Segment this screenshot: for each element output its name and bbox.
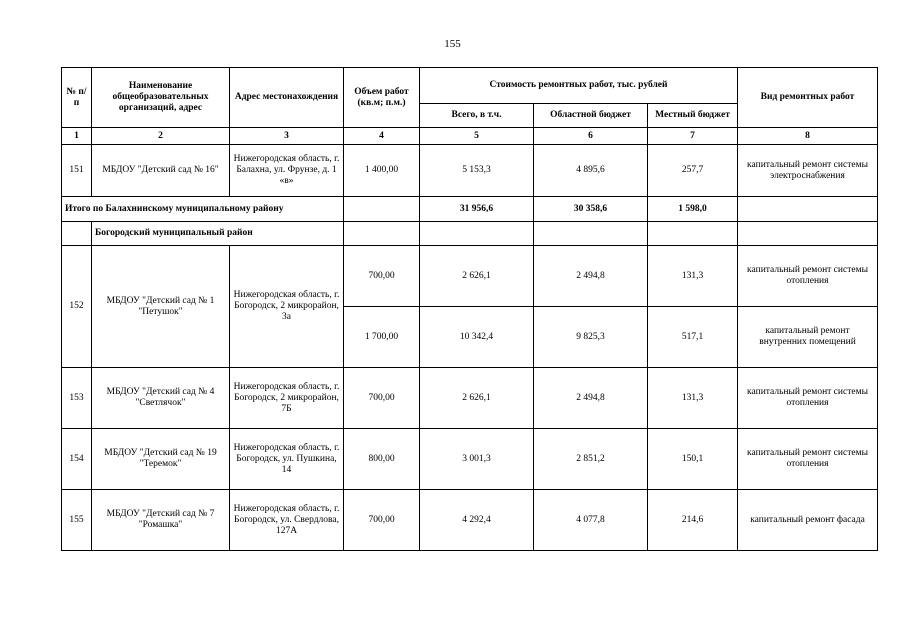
work-volume: 800,00 xyxy=(344,429,420,490)
cost-local: 131,3 xyxy=(648,246,738,307)
table-row xyxy=(62,246,878,307)
row-num: 151 xyxy=(62,145,92,197)
empty-cell xyxy=(62,222,92,246)
column-number: 4 xyxy=(344,128,420,145)
empty-cell xyxy=(738,222,878,246)
cost-total: 5 153,3 xyxy=(420,145,534,197)
repair-works-table xyxy=(61,67,878,551)
work-volume: 1 700,00 xyxy=(344,307,420,368)
empty-cell xyxy=(344,197,420,222)
header-local: Местный бюджет xyxy=(648,104,738,128)
cost-regional: 4 077,8 xyxy=(534,490,648,551)
cost-local: 131,3 xyxy=(648,368,738,429)
work-volume: 700,00 xyxy=(344,490,420,551)
work-volume: 700,00 xyxy=(344,246,420,307)
row-num: 153 xyxy=(62,368,92,429)
cost-local: 257,7 xyxy=(648,145,738,197)
row-num: 155 xyxy=(62,490,92,551)
table-row xyxy=(62,490,878,551)
empty-cell xyxy=(534,222,648,246)
cost-local: 150,1 xyxy=(648,429,738,490)
subtotal-label: Итого по Балахнинскому муниципальному району xyxy=(62,197,344,222)
work-type: капитальный ремонт системы электроснабжения xyxy=(738,145,878,197)
cost-total: 2 626,1 xyxy=(420,368,534,429)
subtotal-row xyxy=(62,197,878,222)
column-number: 3 xyxy=(230,128,344,145)
district-title: Богородский муниципальный район xyxy=(92,222,344,246)
column-number: 1 xyxy=(62,128,92,145)
org-address: Нижегородская область, г. Богородск, ул. Свердлова, 127А xyxy=(230,490,344,551)
work-type: капитальный ремонт системы отопления xyxy=(738,368,878,429)
district-row xyxy=(62,222,878,246)
column-number: 6 xyxy=(534,128,648,145)
column-numbers-row xyxy=(62,128,878,145)
org-name: МБДОУ "Детский сад № 7 "Ромашка" xyxy=(92,490,230,551)
row-num: 154 xyxy=(62,429,92,490)
org-address: Нижегородская область, г. Балахна, ул. Фрунзе, д. 1 «в» xyxy=(230,145,344,197)
subtotal-regional: 30 358,6 xyxy=(534,197,648,222)
work-type: капитальный ремонт системы отопления xyxy=(738,246,878,307)
org-name: МБДОУ "Детский сад № 1 "Петушок" xyxy=(92,246,230,368)
subtotal-local: 1 598,0 xyxy=(648,197,738,222)
row-num: 152 xyxy=(62,246,92,368)
header-cost: Стоимость ремонтных работ, тыс. рублей xyxy=(420,68,738,104)
cost-regional: 9 825,3 xyxy=(534,307,648,368)
column-number: 8 xyxy=(738,128,878,145)
cost-regional: 2 494,8 xyxy=(534,368,648,429)
table-row xyxy=(62,145,878,197)
org-name: МБДОУ "Детский сад № 4 "Светлячок" xyxy=(92,368,230,429)
cost-total: 10 342,4 xyxy=(420,307,534,368)
cost-regional: 4 895,6 xyxy=(534,145,648,197)
empty-cell xyxy=(344,222,420,246)
org-name: МБДОУ "Детский сад № 16" xyxy=(92,145,230,197)
header-total: Всего, в т.ч. xyxy=(420,104,534,128)
org-address: Нижегородская область, г. Богородск, 2 микрорайон, 7Б xyxy=(230,368,344,429)
cost-total: 3 001,3 xyxy=(420,429,534,490)
empty-cell xyxy=(420,222,534,246)
header-regional: Областной бюджет xyxy=(534,104,648,128)
subtotal-total: 31 956,6 xyxy=(420,197,534,222)
work-type: капитальный ремонт фасада xyxy=(738,490,878,551)
header-address: Адрес местонахождения xyxy=(230,68,344,128)
org-address: Нижегородская область, г. Богородск, ул. Пушкина, 14 xyxy=(230,429,344,490)
table-row xyxy=(62,368,878,429)
empty-cell xyxy=(738,197,878,222)
work-type: капитальный ремонт системы отопления xyxy=(738,429,878,490)
cost-regional: 2 494,8 xyxy=(534,246,648,307)
page-number: 155 xyxy=(444,38,461,50)
org-address: Нижегородская область, г. Богородск, 2 микрорайон, 3а xyxy=(230,246,344,368)
header-num: № п/п xyxy=(62,68,92,128)
cost-total: 2 626,1 xyxy=(420,246,534,307)
header-volume: Объем работ (кв.м; п.м.) xyxy=(344,68,420,128)
column-number: 5 xyxy=(420,128,534,145)
work-volume: 1 400,00 xyxy=(344,145,420,197)
header-work-type: Вид ремонтных работ xyxy=(738,68,878,128)
column-number: 7 xyxy=(648,128,738,145)
header-name: Наименование общеобразовательных организаций, адрес xyxy=(92,68,230,128)
work-volume: 700,00 xyxy=(344,368,420,429)
work-type: капитальный ремонт внутренних помещений xyxy=(738,307,878,368)
cost-local: 214,6 xyxy=(648,490,738,551)
cost-local: 517,1 xyxy=(648,307,738,368)
header-row-1 xyxy=(62,68,878,104)
cost-regional: 2 851,2 xyxy=(534,429,648,490)
table-row xyxy=(62,429,878,490)
empty-cell xyxy=(648,222,738,246)
cost-total: 4 292,4 xyxy=(420,490,534,551)
org-name: МБДОУ "Детский сад № 19 "Теремок" xyxy=(92,429,230,490)
column-number: 2 xyxy=(92,128,230,145)
